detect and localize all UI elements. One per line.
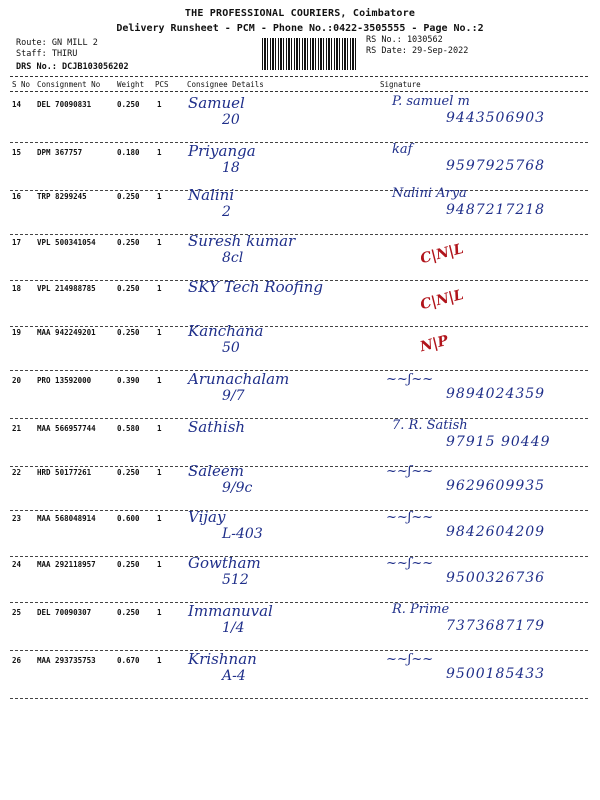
- row-consignment-number: VPL 500341054: [37, 238, 96, 247]
- signature-text: R. Prime: [392, 602, 450, 617]
- consignee-address: 50: [222, 340, 240, 356]
- row-pcs: 1: [157, 238, 162, 247]
- consignee-address: 18: [222, 160, 240, 176]
- signature-text: Nalini Arya: [392, 186, 467, 201]
- receiver-phone: 9629609935: [446, 478, 546, 494]
- row-divider: [10, 190, 588, 191]
- row-serial-number: 20: [12, 376, 22, 385]
- delivery-status-mark: C|N|L: [418, 240, 466, 268]
- row-divider: [10, 650, 588, 651]
- signature-scribble: ~~ʃ~~: [386, 464, 434, 479]
- row-serial-number: 23: [12, 514, 22, 523]
- row-consignment-number: MAA 942249201: [37, 328, 96, 337]
- row-pcs: 1: [157, 560, 162, 569]
- row-serial-number: 14: [12, 100, 22, 109]
- row-pcs: 1: [157, 608, 162, 617]
- signature-text: kaf: [392, 142, 413, 157]
- runsheet-meta-left: [16, 38, 129, 73]
- row-pcs: 1: [157, 514, 162, 523]
- row-serial-number: 26: [12, 656, 22, 665]
- consignee-address: 1/4: [222, 620, 245, 636]
- row-consignment-number: MAA 293735753: [37, 656, 96, 665]
- row-pcs: 1: [157, 468, 162, 477]
- row-weight: 0.580: [117, 424, 140, 433]
- row-consignment-number: DEL 70090831: [37, 100, 92, 109]
- consignee-address: 20: [222, 112, 240, 128]
- signature-scribble: ~~ʃ~~: [386, 556, 434, 571]
- runsheet-title: THE PROFESSIONAL COURIERS, Coimbatore: [184, 8, 416, 19]
- receiver-phone: 97915 90449: [446, 434, 551, 450]
- consignee-name: Sathish: [188, 418, 246, 436]
- row-divider: [10, 698, 588, 699]
- row-serial-number: 17: [12, 238, 22, 247]
- row-serial-number: 21: [12, 424, 22, 433]
- signature-text: 7. R. Satish: [392, 418, 468, 433]
- row-serial-number: 24: [12, 560, 22, 569]
- receiver-phone: 9487217218: [446, 202, 546, 218]
- consignee-address: L-403: [222, 526, 263, 542]
- consignee-address: 8cl: [222, 250, 244, 266]
- row-pcs: 1: [157, 192, 162, 201]
- row-serial-number: 15: [12, 148, 22, 157]
- receiver-phone: 9500326736: [446, 570, 546, 586]
- consignee-address: 512: [222, 572, 249, 588]
- col-header-signature: Signature: [380, 80, 421, 89]
- col-header-consignment: Consignment No: [37, 80, 101, 89]
- receiver-phone: 9842604209: [446, 524, 546, 540]
- consignee-name: SKY Tech Roofing: [188, 278, 323, 296]
- header-bottom-divider: [10, 91, 588, 92]
- row-divider: [10, 466, 588, 467]
- row-divider: [10, 370, 588, 371]
- signature-scribble: ~~ʃ~~: [386, 510, 434, 525]
- signature-scribble: ~~ʃ~~: [386, 652, 434, 667]
- row-consignment-number: TRP 8299245: [37, 192, 87, 201]
- row-consignment-number: PRO 13592000: [37, 376, 92, 385]
- row-weight: 0.250: [117, 100, 140, 109]
- consignee-name: Immanuval: [188, 602, 273, 620]
- signature-scribble: ~~ʃ~~: [386, 372, 434, 387]
- row-pcs: 1: [157, 656, 162, 665]
- col-header-pcs: PCS: [155, 80, 169, 89]
- receiver-phone: 7373687179: [446, 618, 546, 634]
- consignee-address: A-4: [222, 668, 246, 684]
- row-weight: 0.250: [117, 284, 140, 293]
- rs-date: RS Date: 29-Sep-2022: [366, 45, 469, 56]
- barcode: [262, 38, 358, 70]
- consignee-name: Kanchana: [188, 322, 264, 340]
- row-divider: [10, 510, 588, 511]
- row-weight: 0.250: [117, 560, 140, 569]
- row-divider: [10, 602, 588, 603]
- consignee-name: Samuel: [188, 94, 245, 112]
- row-consignment-number: HRD 50177261: [37, 468, 92, 477]
- consignee-address: 2: [222, 204, 231, 220]
- consignee-name: Priyanga: [188, 142, 256, 160]
- consignee-name: Krishnan: [188, 650, 257, 668]
- row-consignment-number: MAA 566957744: [37, 424, 96, 433]
- runsheet-subtitle: Delivery Runsheet - PCM - Phone No.:0422-3505555 - Page No.:2: [116, 23, 484, 34]
- row-weight: 0.180: [117, 148, 140, 157]
- row-weight: 0.250: [117, 468, 140, 477]
- consignee-name: Arunachalam: [188, 370, 290, 388]
- consignee-name: Saleem: [188, 462, 244, 480]
- staff-label: Staff: THIRU: [16, 48, 78, 59]
- row-divider: [10, 142, 588, 143]
- signature-text: P. samuel m: [392, 94, 470, 109]
- row-consignment-number: DEL 70090307: [37, 608, 92, 617]
- receiver-phone: 9597925768: [446, 158, 546, 174]
- row-pcs: 1: [157, 100, 162, 109]
- receiver-phone: 9894024359: [446, 386, 546, 402]
- runsheet-meta-right: [366, 35, 468, 56]
- row-serial-number: 16: [12, 192, 22, 201]
- consignee-name: Gowtham: [188, 554, 261, 572]
- col-header-weight: Weight: [117, 80, 145, 89]
- receiver-phone: 9443506903: [446, 110, 546, 126]
- row-weight: 0.600: [117, 514, 140, 523]
- col-header-sno: S No: [12, 80, 31, 89]
- delivery-status-mark: N|P: [418, 332, 450, 356]
- consignee-name: Vijay: [188, 508, 226, 526]
- row-weight: 0.250: [117, 328, 140, 337]
- row-pcs: 1: [157, 284, 162, 293]
- rs-number: RS No.: 1030562: [366, 35, 443, 45]
- row-pcs: 1: [157, 424, 162, 433]
- row-weight: 0.250: [117, 192, 140, 201]
- route-label: Route: GN MILL 2: [16, 38, 98, 48]
- row-weight: 0.250: [117, 238, 140, 247]
- row-divider: [10, 418, 588, 419]
- row-consignment-number: MAA 292118957: [37, 560, 96, 569]
- consignee-name: Suresh kumar: [188, 232, 296, 250]
- row-pcs: 1: [157, 376, 162, 385]
- row-weight: 0.390: [117, 376, 140, 385]
- row-serial-number: 22: [12, 468, 22, 477]
- row-consignment-number: VPL 214988785: [37, 284, 96, 293]
- row-weight: 0.670: [117, 656, 140, 665]
- row-consignment-number: MAA 568048914: [37, 514, 96, 523]
- consignee-address: 9/7: [222, 388, 245, 404]
- row-serial-number: 18: [12, 284, 22, 293]
- row-divider: [10, 234, 588, 235]
- row-serial-number: 25: [12, 608, 22, 617]
- row-pcs: 1: [157, 148, 162, 157]
- row-divider: [10, 326, 588, 327]
- row-weight: 0.250: [117, 608, 140, 617]
- consignee-name: Nalini: [188, 186, 235, 204]
- consignee-address: 9/9c: [222, 480, 253, 496]
- row-serial-number: 19: [12, 328, 22, 337]
- row-consignment-number: DPM 367757: [37, 148, 83, 157]
- receiver-phone: 9500185433: [446, 666, 546, 682]
- row-pcs: 1: [157, 328, 162, 337]
- col-header-consignee: Consignee Details: [187, 80, 264, 89]
- header-top-divider: [10, 76, 588, 77]
- drs-number: DRS No.: DCJB103056202: [16, 62, 129, 72]
- row-divider: [10, 556, 588, 557]
- delivery-status-mark: C|N|L: [418, 286, 466, 314]
